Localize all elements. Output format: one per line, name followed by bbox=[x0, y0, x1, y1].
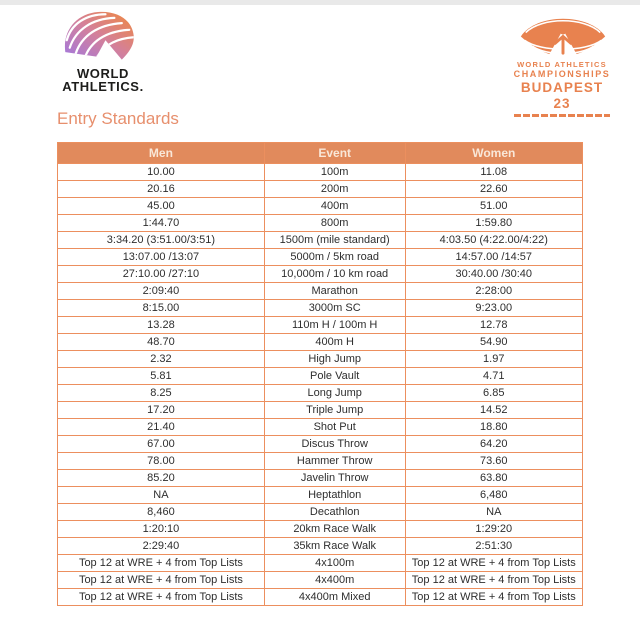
table-cell: 20.16 bbox=[58, 181, 265, 198]
table-cell: Top 12 at WRE + 4 from Top Lists bbox=[58, 555, 265, 572]
table-cell: 1:59.80 bbox=[405, 215, 582, 232]
table-cell: 10.00 bbox=[58, 164, 265, 181]
table-cell: 4x400m Mixed bbox=[264, 589, 405, 606]
table-cell: 11.08 bbox=[405, 164, 582, 181]
table-cell: 64.20 bbox=[405, 436, 582, 453]
table-row bbox=[58, 266, 583, 283]
table-cell: 6,480 bbox=[405, 487, 582, 504]
table-row bbox=[58, 283, 583, 300]
table-row bbox=[58, 368, 583, 385]
table-row bbox=[58, 470, 583, 487]
table-cell: 4:03.50 (4:22.00/4:22) bbox=[405, 232, 582, 249]
table-cell: 14.52 bbox=[405, 402, 582, 419]
table-row bbox=[58, 555, 583, 572]
table-cell: 8:15.00 bbox=[58, 300, 265, 317]
table-row bbox=[58, 351, 583, 368]
table-cell: 17.20 bbox=[58, 402, 265, 419]
table-cell: Long Jump bbox=[264, 385, 405, 402]
table-cell: 1.97 bbox=[405, 351, 582, 368]
table-cell: 85.20 bbox=[58, 470, 265, 487]
championships-line-1: WORLD ATHLETICS bbox=[517, 60, 607, 69]
table-cell: NA bbox=[405, 504, 582, 521]
standards-table-body bbox=[58, 164, 583, 606]
table-cell: 100m bbox=[264, 164, 405, 181]
table-cell: Top 12 at WRE + 4 from Top Lists bbox=[58, 589, 265, 606]
table-row bbox=[58, 300, 583, 317]
column-header-event: Event bbox=[264, 143, 405, 164]
table-cell: 4.71 bbox=[405, 368, 582, 385]
championships-line-2: CHAMPIONSHIPS bbox=[513, 69, 611, 79]
table-cell: 3000m SC bbox=[264, 300, 405, 317]
page-title: Entry Standards bbox=[57, 109, 179, 128]
table-cell: Hammer Throw bbox=[264, 453, 405, 470]
table-row bbox=[58, 419, 583, 436]
world-athletics-logo-icon bbox=[57, 9, 142, 67]
championships-bar bbox=[514, 114, 610, 117]
table-cell: 78.00 bbox=[58, 453, 265, 470]
table-cell: 800m bbox=[264, 215, 405, 232]
table-row bbox=[58, 572, 583, 589]
page-top-edge bbox=[0, 0, 640, 5]
table-row bbox=[58, 198, 583, 215]
table-cell: 9:23.00 bbox=[405, 300, 582, 317]
table-header-row bbox=[58, 143, 583, 164]
table-cell: 27:10.00 /27:10 bbox=[58, 266, 265, 283]
table-row bbox=[58, 487, 583, 504]
table-cell: 8,460 bbox=[58, 504, 265, 521]
table-row bbox=[58, 402, 583, 419]
table-cell: 2:51:30 bbox=[405, 538, 582, 555]
table-cell: High Jump bbox=[264, 351, 405, 368]
table-cell: 110m H / 100m H bbox=[264, 317, 405, 334]
table-cell: 20km Race Walk bbox=[264, 521, 405, 538]
table-row bbox=[58, 538, 583, 555]
table-cell: 21.40 bbox=[58, 419, 265, 436]
table-cell: Top 12 at WRE + 4 from Top Lists bbox=[405, 572, 582, 589]
table-cell: 6.85 bbox=[405, 385, 582, 402]
table-cell: Top 12 at WRE + 4 from Top Lists bbox=[405, 555, 582, 572]
table-cell: 5000m / 5km road bbox=[264, 249, 405, 266]
table-cell: 2:28:00 bbox=[405, 283, 582, 300]
budapest23-wordmark bbox=[510, 60, 614, 117]
table-row bbox=[58, 504, 583, 521]
table-cell: 8.25 bbox=[58, 385, 265, 402]
table-cell: 13.28 bbox=[58, 317, 265, 334]
entry-standards-table bbox=[57, 142, 583, 606]
table-cell: 35km Race Walk bbox=[264, 538, 405, 555]
budapest23-emblem-icon bbox=[518, 8, 608, 59]
wordmark-line-2: ATHLETICS. bbox=[62, 79, 144, 94]
table-cell: 1:29:20 bbox=[405, 521, 582, 538]
table-row bbox=[58, 334, 583, 351]
table-cell: Decathlon bbox=[264, 504, 405, 521]
table-cell: 2.32 bbox=[58, 351, 265, 368]
column-header-women: Women bbox=[405, 143, 582, 164]
table-cell: 51.00 bbox=[405, 198, 582, 215]
championships-line-3: BUDAPEST 23 bbox=[520, 80, 604, 111]
table-cell: 30:40.00 /30:40 bbox=[405, 266, 582, 283]
table-row bbox=[58, 317, 583, 334]
table-cell: 4x100m bbox=[264, 555, 405, 572]
wordmark-line-1: WORLD bbox=[76, 66, 130, 81]
column-header-men: Men bbox=[58, 143, 265, 164]
table-cell: 67.00 bbox=[58, 436, 265, 453]
table-cell: 14:57.00 /14:57 bbox=[405, 249, 582, 266]
table-cell: 4x400m bbox=[264, 572, 405, 589]
table-cell: 3:34.20 (3:51.00/3:51) bbox=[58, 232, 265, 249]
table-cell: 45.00 bbox=[58, 198, 265, 215]
table-cell: 22.60 bbox=[405, 181, 582, 198]
table-cell: Triple Jump bbox=[264, 402, 405, 419]
world-athletics-wordmark bbox=[57, 67, 149, 93]
table-cell: 10,000m / 10 km road bbox=[264, 266, 405, 283]
table-cell: NA bbox=[58, 487, 265, 504]
table-cell: 400m bbox=[264, 198, 405, 215]
table-cell: 2:29:40 bbox=[58, 538, 265, 555]
table-cell: 1:20:10 bbox=[58, 521, 265, 538]
table-row bbox=[58, 164, 583, 181]
table-row bbox=[58, 232, 583, 249]
table-cell: 5.81 bbox=[58, 368, 265, 385]
table-cell: Top 12 at WRE + 4 from Top Lists bbox=[58, 572, 265, 589]
table-cell: 73.60 bbox=[405, 453, 582, 470]
table-row bbox=[58, 249, 583, 266]
table-cell: 13:07.00 /13:07 bbox=[58, 249, 265, 266]
table-cell: 18.80 bbox=[405, 419, 582, 436]
table-cell: 12.78 bbox=[405, 317, 582, 334]
table-row bbox=[58, 215, 583, 232]
table-cell: Pole Vault bbox=[264, 368, 405, 385]
table-row bbox=[58, 521, 583, 538]
table-cell: 200m bbox=[264, 181, 405, 198]
table-cell: Heptathlon bbox=[264, 487, 405, 504]
table-cell: Discus Throw bbox=[264, 436, 405, 453]
table-cell: 48.70 bbox=[58, 334, 265, 351]
table-cell: 400m H bbox=[264, 334, 405, 351]
table-row bbox=[58, 181, 583, 198]
table-cell: Shot Put bbox=[264, 419, 405, 436]
table-row bbox=[58, 436, 583, 453]
table-row bbox=[58, 453, 583, 470]
table-cell: 63.80 bbox=[405, 470, 582, 487]
table-cell: 1500m (mile standard) bbox=[264, 232, 405, 249]
table-cell: 1:44.70 bbox=[58, 215, 265, 232]
table-cell: Javelin Throw bbox=[264, 470, 405, 487]
table-row bbox=[58, 589, 583, 606]
table-cell: Top 12 at WRE + 4 from Top Lists bbox=[405, 589, 582, 606]
table-cell: 54.90 bbox=[405, 334, 582, 351]
table-cell: Marathon bbox=[264, 283, 405, 300]
table-cell: 2:09:40 bbox=[58, 283, 265, 300]
table-row bbox=[58, 385, 583, 402]
